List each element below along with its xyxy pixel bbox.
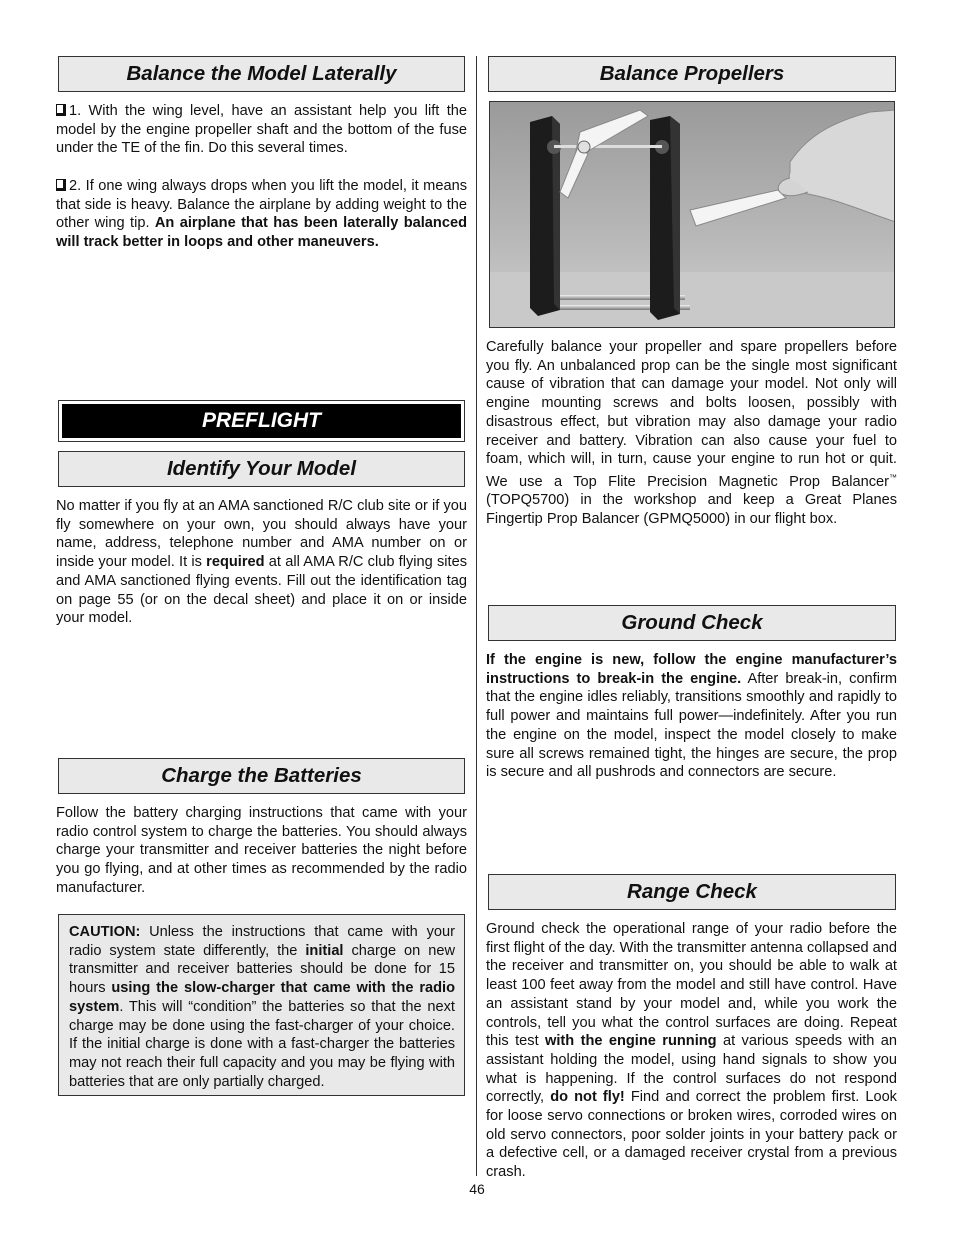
range-bold-2: do not fly! <box>550 1089 625 1106</box>
preflight-banner-inner <box>62 404 461 438</box>
heading-charge-batteries <box>58 758 465 794</box>
heading-ground-check <box>488 605 896 641</box>
trademark-symbol: ™ <box>889 472 897 482</box>
caution-box <box>58 914 465 1096</box>
caution-bold-1: initial <box>305 942 344 959</box>
caution-bold-2: using the slow-charger that came with the radio system <box>69 980 455 1015</box>
heading-balance-propellers-text: Balance Propellers <box>599 62 785 85</box>
propellers-paragraph <box>486 338 897 529</box>
heading-charge-batteries-text: Charge the Batteries <box>161 764 362 787</box>
step-2-paragraph <box>56 177 467 252</box>
heading-balance-propellers <box>488 56 896 92</box>
range-bold-1: with the engine running <box>545 1033 717 1050</box>
preflight-banner <box>58 400 465 442</box>
identify-text-1: No matter if you fly at an AMA sanctioned R/C club site or if you fly somewhere on your own, you should always have your name, address, telephone number and AMA number on or inside your model. It is <box>56 498 467 571</box>
heading-identify-model <box>58 451 465 487</box>
charge-paragraph <box>56 804 467 898</box>
heading-range-check <box>488 874 896 910</box>
heading-identify-model-text: Identify Your Model <box>166 457 357 480</box>
step-2-bold: An airplane that has been laterally balanced will track better in loops and other maneuvers. <box>56 215 467 251</box>
identify-paragraph <box>56 497 467 628</box>
caution-text-3: . This will “condition” the batteries so that the next charge may be done using the fast-charger of your choice. If the initial charge is done with a fast-charger the batteries may not reach their full capacity and you may be flying with batteries that are only partially charged. <box>69 998 455 1090</box>
heading-range-check-text: Range Check <box>627 880 757 903</box>
charge-text: Follow the battery charging instructions that came with your radio control system to charge the batteries. You should always charge your transmitter and receiver batteries the night before you go flying, and at other times as recommended by the radio manufacturer. <box>56 805 467 896</box>
ground-check-paragraph <box>486 651 897 782</box>
range-check-paragraph <box>486 920 897 1182</box>
identify-bold: required <box>206 554 265 571</box>
heading-ground-check-text: Ground Check <box>621 611 763 634</box>
prop-balancer-illustration <box>490 102 895 328</box>
caution-text-1: Unless the instructions that came with your radio system state differently, the <box>69 924 455 959</box>
step-1-paragraph <box>56 102 467 158</box>
checkbox-icon[interactable] <box>56 104 66 116</box>
prop-balancer-photo <box>489 101 895 328</box>
caution-label: CAUTION: <box>69 924 141 940</box>
propellers-text-1: Carefully balance your propeller and spare propellers before you fly. An unbalanced prop can be the single most significant cause of vibration that can damage your model. Not only will engine mounting screws and bolts loosen, possibly with disastrous effect, but vibration may also damage your radio receiver and battery. Vibration can also cause your fuel to foam, which will, in turn, cause your engine to run hot or quit. We use a Top Flite Precision Magnetic Prop Balancer <box>486 339 897 490</box>
step-2-text: 2. If one wing always drops when you lift the model, it means that side is heavy. Balance the airplane by adding weight to the other wing tip. <box>56 178 467 232</box>
heading-balance-laterally-text: Balance the Model Laterally <box>126 62 397 85</box>
range-text-2: at various speeds with an assistant holding the model, using hand signals to show you what is happening. If the control surfaces do not respond correctly, <box>486 1033 897 1106</box>
preflight-heading: PREFLIGHT <box>202 409 321 432</box>
range-text-1: Ground check the operational range of your radio before the first flight of the day. With the transmitter antenna collapsed and the receiver and transmitter on, you should be able to walk at least 100 feet away from the model and still have control. Have an assistant stand by your model and, while you work the controls, tell you what the control surfaces are doing. Repeat this test <box>486 921 898 1050</box>
ground-check-bold: If the engine is new, follow the engine manufacturer’s instructions to break-in the engine. <box>486 652 897 687</box>
heading-balance-laterally <box>58 56 465 92</box>
range-text-3: Find and correct the problem first. Look for loose servo connections or broken wires, corroded wires on old servo connectors, poor solder joints in your battery pack or a defective cell, or a damaged receiver crystal from a previous crash. <box>486 1089 897 1181</box>
checkbox-icon[interactable] <box>56 179 66 191</box>
ground-check-text: After break-in, confirm that the engine idles reliably, transitions smoothly and rapidly to full power and maintains full power—indefinitely. After you run the engine on the model, inspect the model closely to make sure all screws remained tight, the hinges are secure, the prop is secure and all pushrods and connectors are secure. <box>486 670 897 781</box>
caution-text-2: charge on new transmitter and receiver batteries should be done for 15 hours <box>69 942 455 997</box>
identify-text-2: at all AMA R/C club flying sites and AMA sanctioned flying events. Fill out the identification tag on page 55 (or on the decal sheet) and place it on or inside your model. <box>56 554 467 627</box>
page-number: 46 <box>469 1181 485 1197</box>
column-divider <box>476 56 477 1176</box>
propellers-text-2: (TOPQ5700) in the workshop and keep a Great Planes Fingertip Prop Balancer (GPMQ5000) in our flight box. <box>486 492 897 528</box>
step-1-text: 1. With the wing level, have an assistant help you lift the model by the engine propeller shaft and the bottom of the fuse under the TE of the fin. Do this several times. <box>56 103 467 157</box>
